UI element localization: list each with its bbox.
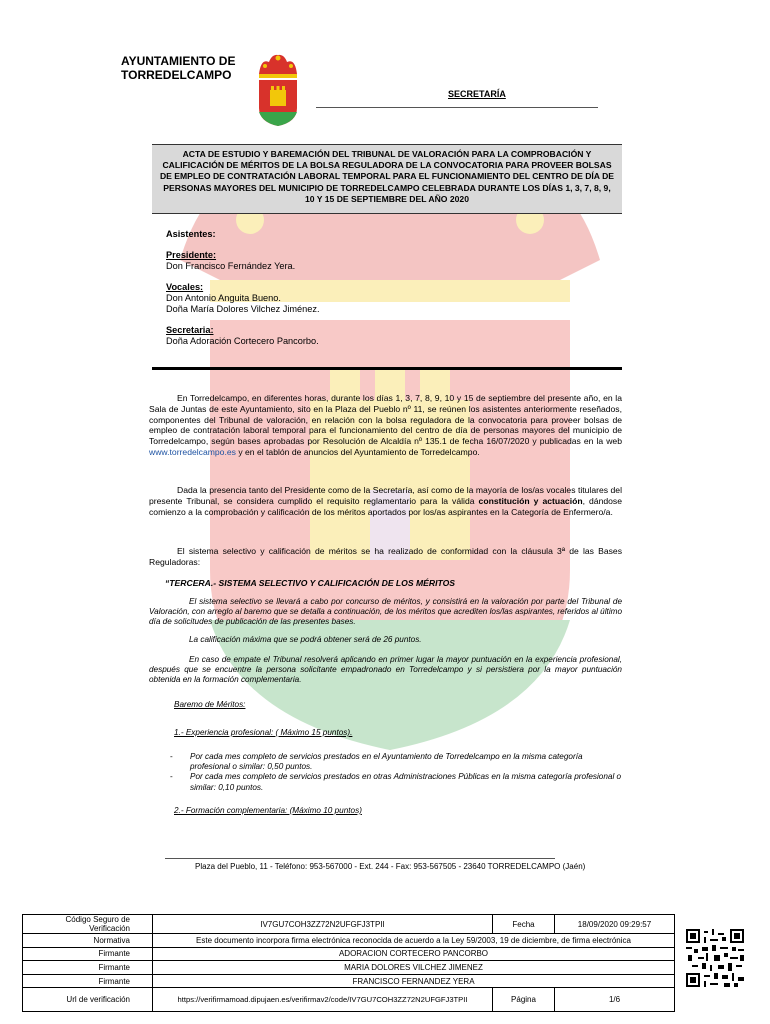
constitution-bold: constitución y actuación — [478, 495, 583, 506]
quote-paragraph — [149, 597, 622, 628]
selection-text: El sistema selectivo y calificación de méritos se ha realizado de conformidad con la cláusula 3ª de las Bases Reguladoras: — [149, 546, 622, 567]
org-line-2: TORREDELCAMPO — [121, 68, 232, 82]
table-row — [23, 974, 675, 988]
organization-name — [121, 54, 235, 82]
paragraph-intro — [149, 393, 622, 458]
url-label: Url de verificación — [23, 988, 153, 1012]
document-title: ACTA DE ESTUDIO Y BAREMACIÓN DEL TRIBUNAL DE VALORACIÓN PARA LA COMPROBACIÓN Y CALIFICACIÓN DE MÉRITOS DE LA BOLSA REGULADORA DE LA CONVOCATORIA PARA PROVEER BOLSAS DE EMPLEO DE CONTRATACIÓN LABORAL TEMPORAL PARA EL FUNCIONAMIENTO DEL CENTRO DE DÍA DE PERSONAS MAYORES DEL MUNICIPIO DE TORREDELCAMPO CELEBRADA DURANTE LOS DÍAS 1, 3, 7, 8, 9, 10 Y 15 DE SEPTIEMBRE DEL AÑO 2020 — [152, 144, 622, 214]
list-item: - Por cada mes completo de servicios prestados en otras Administraciones Públicas en la misma categoría profesional o similar: 0,10 puntos. — [170, 772, 622, 792]
rules-label: Normativa — [23, 934, 153, 948]
experience-heading: 1.- Experiencia profesional: ( Máximo 15 puntos). — [174, 728, 353, 737]
attendees-block — [166, 229, 320, 347]
secretary-name: Doña Adoración Cortecero Pancorbo. — [166, 336, 319, 346]
experience-list — [170, 752, 622, 793]
page-number: 1/6 — [555, 988, 675, 1012]
signer-name: FRANCISCO FERNANDEZ YERA — [153, 974, 675, 988]
code-label: Código Seguro de Verificación — [23, 915, 153, 934]
quote-text: El sistema selectivo se llevará a cabo por concurso de méritos, y consistirá en la valoración por parte del Tribunal de Valoración, con arreglo al baremo que se detalla a continuación, de los méritos que acrediten los/las aspirantes, referidos al último día de solicitudes de publicación de las presentes bases. — [149, 597, 623, 627]
table-row — [23, 988, 675, 1012]
section-divider — [152, 367, 622, 370]
vocal-name: Don Antonio Anguita Bueno. — [166, 293, 281, 303]
list-item-text: Por cada mes completo de servicios prestados en otras Administraciones Públicas en la misma categoría profesional o similar: 0,10 puntos. — [190, 772, 622, 792]
paragraph-selection — [149, 546, 622, 568]
table-row — [23, 934, 675, 948]
training-heading: 2.- Formación complementaria: (Máximo 10 puntos) — [174, 806, 362, 815]
header-divider — [316, 107, 598, 108]
table-row — [23, 915, 675, 934]
intro-text-end: y en el tablón de anuncios del Ayuntamiento de Torredelcampo. — [235, 446, 480, 457]
president-label: Presidente: — [166, 250, 217, 260]
signer-label: Firmante — [23, 947, 153, 961]
vocales-label: Vocales: — [166, 282, 204, 292]
secretary-label: Secretaria: — [166, 325, 214, 335]
list-item-text: Por cada mes completo de servicios prestados en el Ayuntamiento de Torredelcampo en la misma categoría profesional o similar: 0,50 puntos. — [190, 752, 583, 772]
signer-label: Firmante — [23, 961, 153, 975]
baremo-heading: Baremo de Méritos: — [174, 700, 246, 709]
attendees-heading: Asistentes: — [166, 229, 216, 239]
constitution-text: Dada la presencia tanto del Presidente como de la Secretaría, así como de la mayoría de los/as vocales titulares del presente Tribunal, se considera cumplido el requisito reglamentario para la válida — [149, 485, 622, 506]
signer-name: MARIA DOLORES VILCHEZ JIMENEZ — [153, 961, 675, 975]
signature-date: 18/09/2020 09:29:57 — [555, 915, 675, 934]
paragraph-constitution — [149, 485, 622, 517]
table-row — [23, 947, 675, 961]
president-name: Don Francisco Fernández Yera. — [166, 261, 296, 271]
date-label: Fecha — [493, 915, 555, 934]
coat-of-arms-logo — [255, 52, 301, 128]
page-label: Página — [493, 988, 555, 1012]
verification-code: IV7GU7COH3ZZ72N2UFGFJ3TPII — [153, 915, 493, 934]
rules-text: Este documento incorpora firma electrónica reconocida de acuerdo a la Ley 59/2003, 19 de diciembre, de firma electrónica — [153, 934, 675, 948]
website-link[interactable]: www.torredelcampo.es — [149, 446, 236, 457]
quote-text: En caso de empate el Tribunal resolverá aplicando en primer lugar la mayor puntuación en la experiencia profesional, después que se encuentre la persona solicitante empadronado en Torredelcampo y si persistiera por la mayor puntuación obtenida en la formación complementaria. — [149, 655, 622, 685]
signer-label: Firmante — [23, 974, 153, 988]
footer-divider — [165, 858, 555, 859]
intro-text: En Torredelcampo, en diferentes horas, durante los días 1, 3, 7, 8, 9, 10 y 15 de septiembre del presente año, en la Sala de Juntas de este Ayuntamiento, sito en la Plaza del Pueblo nº 11, se reúnen los asistentes anteriormente reseñados, componentes del Tribunal de valoración, en relación con la bolsa reguladora de la convocatoria para proveer bolsas de empleo de contratación laboral temporal para el funcionamiento del centro de día de personas mayores del municipio de Torredelcampo, según bases aprobadas por Resolución de Alcaldía nº 135.1 de fecha 16/07/2020 y publicadas en la web — [149, 393, 622, 447]
quote-title: “TERCERA.- SISTEMA SELECTIVO Y CALIFICACIÓN DE LOS MÉRITOS — [165, 578, 455, 588]
table-row — [23, 961, 675, 975]
quote-text: La calificación máxima que se podrá obtener será de 26 puntos. — [189, 635, 422, 644]
constitution-text-end: , dándose comienzo a la comprobación y calificación de los méritos aportados por los/as aspirantes en la Categoría de Enfermero/a. — [149, 495, 622, 517]
quote-paragraph — [149, 655, 622, 686]
qr-code-icon — [686, 929, 744, 987]
verification-table — [22, 914, 675, 1012]
org-line-1: AYUNTAMIENTO DE — [121, 54, 236, 68]
quote-paragraph — [149, 635, 622, 645]
list-item: - Por cada mes completo de servicios prestados en el Ayuntamiento de Torredelcampo en la misma categoría profesional o similar: 0,50 puntos. — [170, 752, 622, 772]
signer-name: ADORACION CORTECERO PANCORBO — [153, 947, 675, 961]
footer-address: Plaza del Pueblo, 11 - Teléfono: 953-567000 - Ext. 244 - Fax: 953-567505 - 23640 TORREDELCAMPO (Jaén) — [195, 862, 586, 871]
department-label: SECRETARÍA — [448, 89, 506, 99]
verification-url[interactable]: https://verifirmamoad.dipujaen.es/verifirmav2/code/IV7GU7COH3ZZ72N2UFGFJ3TPII — [153, 988, 493, 1012]
vocal-name: Doña María Dolores Vilchez Jiménez. — [166, 304, 320, 314]
